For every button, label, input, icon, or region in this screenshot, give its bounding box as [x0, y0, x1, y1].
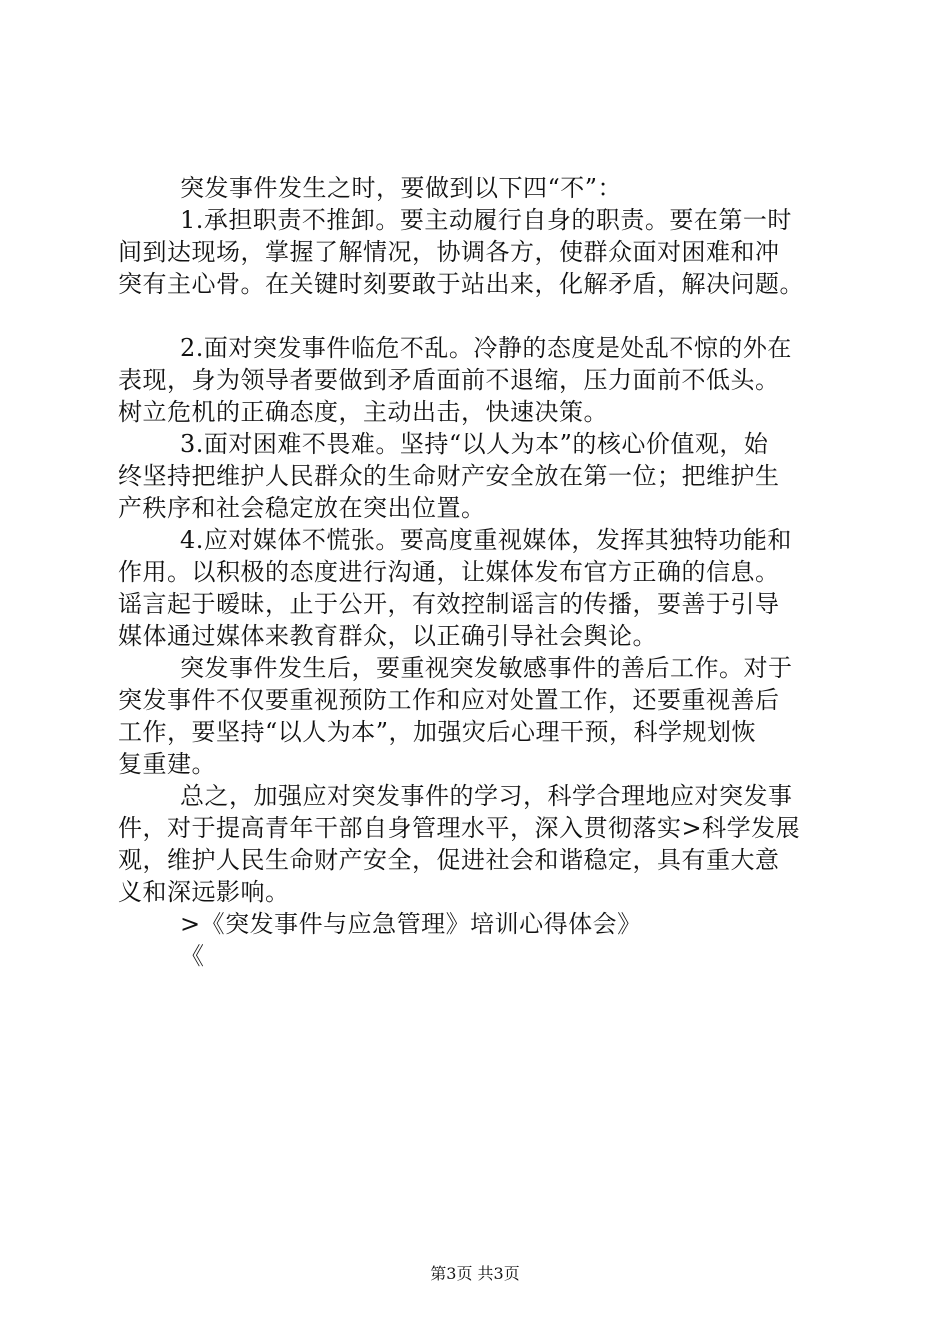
- item-4-line-4: 媒体通过媒体来教育群众，以正确引导社会舆论。: [118, 622, 657, 650]
- trailing-bracket: 《: [180, 942, 205, 970]
- item-2-line-3: 树立危机的正确态度，主动出击，快速决策。: [118, 398, 608, 426]
- item-1-line-3: 突有主心骨。在关键时刻要敢于站出来，化解矛盾，解决问题。: [118, 270, 804, 298]
- document-body: [118, 172, 842, 972]
- aftermath-line-2: 突发事件不仅要重视预防工作和应对处置工作，还要重视善后: [118, 686, 780, 714]
- paragraph-gap: [118, 300, 842, 332]
- paragraph-intro: 突发事件发生之时，要做到以下四“不”：: [180, 174, 623, 202]
- item-3-line-2: 终坚持把维护人民群众的生命财产安全放在第一位；把维护生: [118, 462, 780, 490]
- item-2-line-1: 2.面对突发事件临危不乱。冷静的态度是处乱不惊的外在: [180, 334, 792, 362]
- item-3-line-3: 产秩序和社会稳定放在突出位置。: [118, 494, 486, 522]
- aftermath-line-1: 突发事件发生后，要重视突发敏感事件的善后工作。对于: [180, 654, 793, 682]
- title-reference: >《突发事件与应急管理》培训心得体会》: [180, 910, 642, 938]
- item-4-line-3: 谣言起于暧昧，止于公开，有效控制谣言的传播，要善于引导: [118, 590, 780, 618]
- page-number-footer: 第3页 共3页: [430, 1264, 520, 1283]
- summary-line-1: 总之，加强应对突发事件的学习，科学合理地应对突发事: [180, 782, 793, 810]
- item-2-line-2: 表现，身为领导者要做到矛盾面前不退缩，压力面前不低头。: [118, 366, 780, 394]
- summary-line-4: 义和深远影响。: [118, 878, 290, 906]
- aftermath-line-3: 工作，要坚持“以人为本”，加强灾后心理干预，科学规划恢: [118, 718, 757, 746]
- item-1-line-1: 1.承担职责不推卸。要主动履行自身的职责。要在第一时: [180, 206, 792, 234]
- aftermath-line-4: 复重建。: [118, 750, 216, 778]
- summary-line-2: 件，对于提高青年干部自身管理水平，深入贯彻落实>科学发展: [118, 814, 801, 842]
- item-4-line-2: 作用。以积极的态度进行沟通，让媒体发布官方正确的信息。: [118, 558, 780, 586]
- item-3-line-1: 3.面对困难不畏难。坚持“以人为本”的核心价值观，始: [180, 430, 769, 458]
- summary-line-3: 观，维护人民生命财产安全，促进社会和谐稳定，具有重大意: [118, 846, 780, 874]
- item-4-line-1: 4.应对媒体不慌张。要高度重视媒体，发挥其独特功能和: [180, 526, 792, 554]
- item-1-line-2: 间到达现场，掌握了解情况，协调各方，使群众面对困难和冲: [118, 238, 780, 266]
